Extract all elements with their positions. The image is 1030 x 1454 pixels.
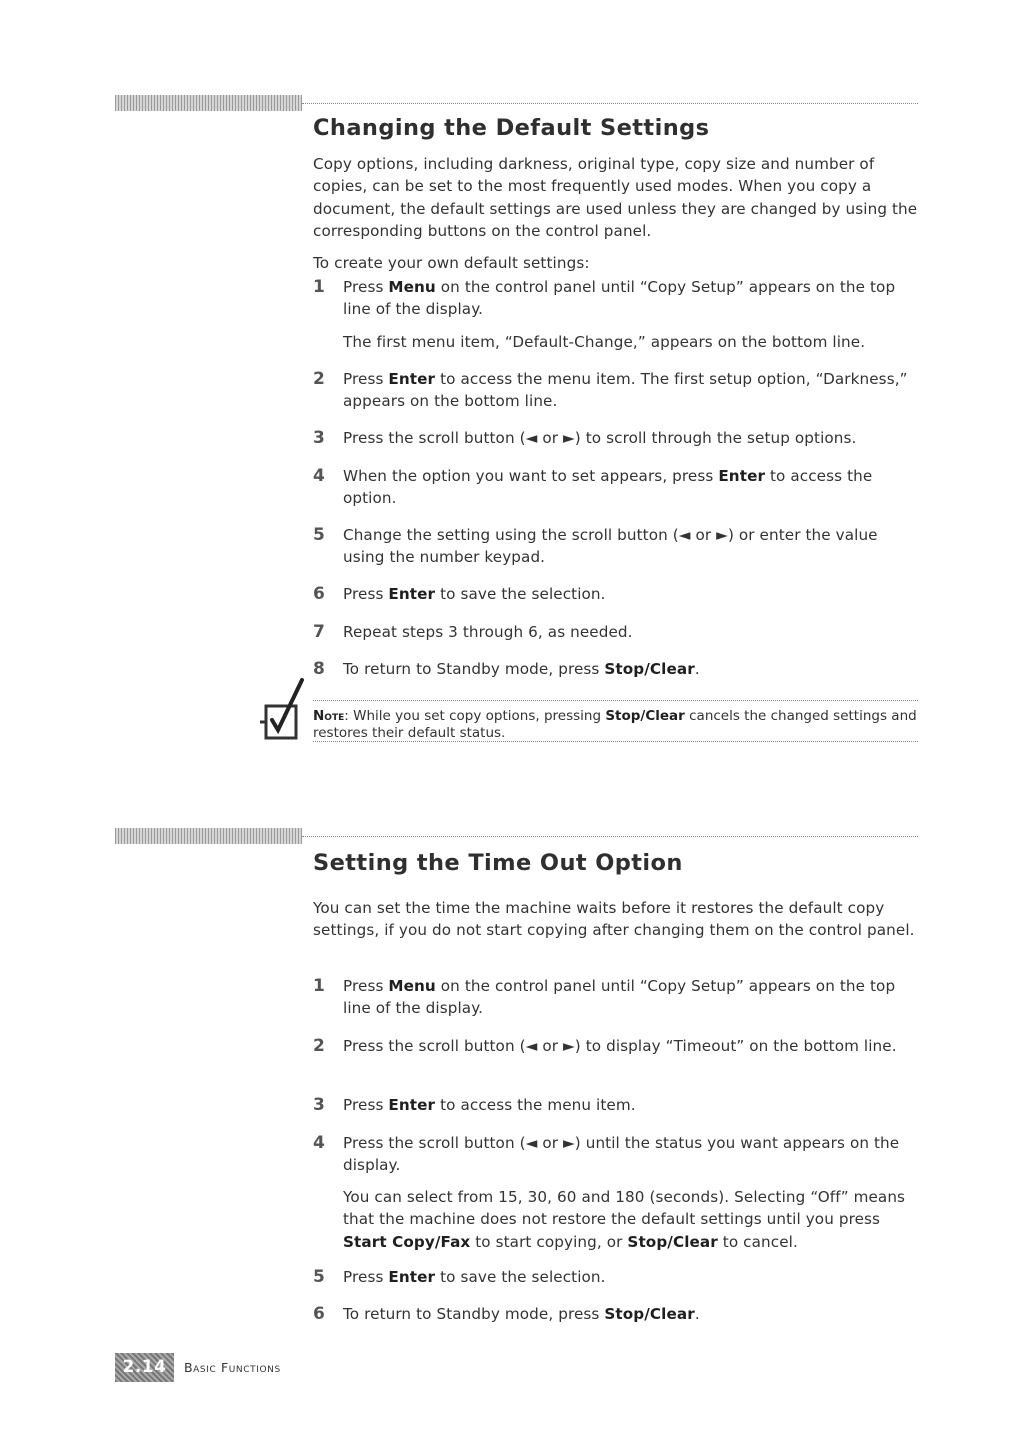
step-number: 1 — [313, 976, 325, 996]
step-5 — [313, 524, 923, 569]
step-text: Press Menu on the control panel until “Copy Setup” appears on the top line of the display. — [343, 977, 896, 1018]
step-number: 7 — [313, 622, 325, 642]
section-rule-line — [302, 836, 918, 837]
step-text: Press Menu on the control panel until “Copy Setup” appears on the top line of the display. — [343, 278, 896, 319]
step-number: 5 — [313, 525, 325, 545]
step-number: 2 — [313, 369, 325, 389]
step-3 — [313, 1094, 923, 1116]
step-7 — [313, 621, 923, 643]
section-intro: Copy options, including darkness, original type, copy size and number of copies, can be set to the most frequently used modes. When you copy a document, the default settings are used unless they are changed by using the corresponding buttons on the control panel. — [313, 155, 918, 241]
step-2 — [313, 368, 923, 413]
step-1-note: The first menu item, “Default-Change,” appears on the bottom line. — [343, 333, 866, 351]
step-text: Press the scroll button (◄ or ►) to display “Timeout” on the bottom line. — [343, 1037, 897, 1055]
note-text: Note: While you set copy options, pressing Stop/Clear cancels the changed settings and restores their default status. — [313, 708, 917, 741]
step-text: Press Enter to save the selection. — [343, 585, 606, 603]
step-text: Press the scroll button (◄ or ►) until the status you want appears on the display. — [343, 1134, 900, 1175]
step-number: 4 — [313, 466, 325, 486]
step-number: 4 — [313, 1133, 325, 1153]
section-rule-bar — [115, 828, 302, 844]
step-number: 3 — [313, 1095, 325, 1115]
step-number: 1 — [313, 277, 325, 297]
section-intro: You can set the time the machine waits before it restores the default copy settings, if you do not start copying after changing them on the control panel. — [313, 899, 915, 940]
section-lead: To create your own default settings: — [313, 254, 590, 272]
step-text: Repeat steps 3 through 6, as needed. — [343, 623, 633, 641]
page-number-badge: 2.14 — [115, 1353, 174, 1382]
step-text: Press Enter to access the menu item. The first setup option, “Darkness,” appears on the bottom line. — [343, 370, 908, 411]
step-number: 6 — [313, 1304, 325, 1324]
section-rule-line — [302, 103, 918, 104]
step-text: To return to Standby mode, press Stop/Clear. — [343, 1305, 700, 1323]
step-2 — [313, 1035, 923, 1057]
step-6 — [313, 1303, 923, 1325]
step-text: Change the setting using the scroll button (◄ or ►) or enter the value using the number keypad. — [343, 526, 878, 567]
step-number: 5 — [313, 1267, 325, 1287]
step-number: 8 — [313, 659, 325, 679]
step-text: Press the scroll button (◄ or ►) to scroll through the setup options. — [343, 429, 857, 447]
step-8 — [313, 658, 923, 680]
step-5 — [313, 1266, 923, 1288]
step-6 — [313, 583, 923, 605]
section-title: Changing the Default Settings — [313, 115, 710, 141]
chapter-label: Basic Functions — [184, 1360, 281, 1375]
note-pencil-icon — [258, 676, 308, 744]
step-text: Press Enter to access the menu item. — [343, 1096, 636, 1114]
step-1 — [313, 276, 923, 321]
step-4-note: You can select from 15, 30, 60 and 180 (seconds). Selecting “Off” means that the machine does not restore the default settings until you press Start Copy/Fax to start copying, or Stop/Clear to cancel. — [343, 1188, 906, 1251]
step-number: 6 — [313, 584, 325, 604]
step-1 — [313, 975, 923, 1020]
step-3 — [313, 427, 923, 449]
step-text: When the option you want to set appears, press Enter to access the option. — [343, 467, 873, 508]
step-number: 3 — [313, 428, 325, 448]
step-text: To return to Standby mode, press Stop/Clear. — [343, 660, 700, 678]
section-rule-bar — [115, 95, 302, 111]
step-text: Press Enter to save the selection. — [343, 1268, 606, 1286]
step-4 — [313, 465, 923, 510]
section-title: Setting the Time Out Option — [313, 850, 683, 876]
note-label: Note — [313, 708, 345, 724]
step-number: 2 — [313, 1036, 325, 1056]
step-4 — [313, 1132, 923, 1177]
